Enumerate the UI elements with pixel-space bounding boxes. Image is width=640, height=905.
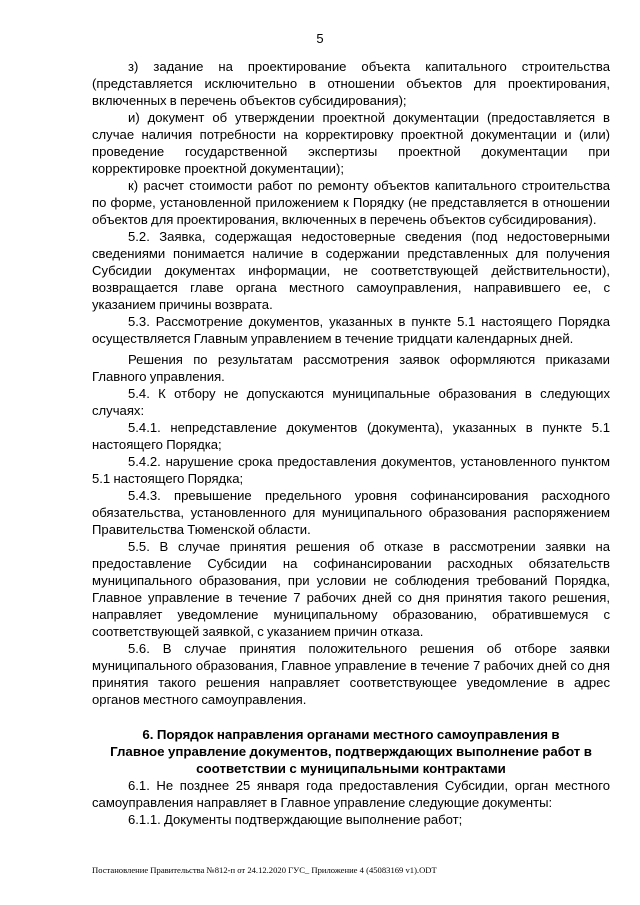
paragraph-i: и) документ об утверждении проектной документации (предоставляется в случае наличия потребности на корректировку проектной документации и (или) проведение государственной экспертизы проектной документации при корректировке проектной документации); xyxy=(92,110,610,176)
paragraph-5-4-3: 5.4.3. превышение предельного уровня софинансирования расходного обязательства, установленного для муниципального образования распоряжением Правительства Тюменской области. xyxy=(92,488,610,537)
document-footer: Постановление Правительства №812-п от 24.12.2020 ГУС_ Приложение 4 (45083169 v1).ODT xyxy=(92,865,437,875)
paragraph-5-4: 5.4. К отбору не допускаются муниципальные образования в следующих случаях: xyxy=(92,386,610,418)
paragraph-decisions: Решения по результатам рассмотрения заявок оформляются приказами Главного управления. xyxy=(92,352,610,384)
paragraph-z: з) задание на проектирование объекта капитального строительства (представляется исключительно в отношении объектов для проектирования, включенных в перечень объектов субсидирования); xyxy=(92,59,610,108)
paragraph-5-6: 5.6. В случае принятия положительного решения об отборе заявки муниципального образования, Главное управление в течение 7 рабочих дней со дня принятия такого решения направляет соответствующее уведомление в адрес органов местного самоуправления. xyxy=(92,641,610,707)
paragraph-6-1-1: 6.1.1. Документы подтверждающие выполнение работ; xyxy=(128,812,463,827)
section-6-heading xyxy=(92,726,610,777)
page-number: 5 xyxy=(316,31,324,46)
paragraph-5-2: 5.2. Заявка, содержащая недостоверные сведения (под недостоверными сведениями понимается наличие в содержании представленных для получения Субсидии документах информации, не соответствующей действительности), возвращается главе органа местного самоуправления, направившего ее, с указанием причины возврата. xyxy=(92,229,610,312)
paragraph-5-5: 5.5. В случае принятия решения об отказе в рассмотрении заявки на предоставление Субсидии на софинансировании расходных обязательств муниципального образования, при условии не соблюдения требований Порядка, Главное управление в течение 7 рабочих дней со дня принятия такого решения, направляет уведомление муниципальному образованию, обратившемуся с соответствующей заявкой, с указанием причин отказа. xyxy=(92,539,610,639)
paragraph-5-3: 5.3. Рассмотрение документов, указанных в пункте 5.1 настоящего Порядка осуществляется Главным управлением в течение тридцати календарных дней. xyxy=(92,314,610,346)
paragraph-5-4-2: 5.4.2. нарушение срока предоставления документов, установленного пунктом 5.1 настоящего Порядка; xyxy=(92,454,610,486)
section-6-heading-line: Главное управление документов, подтверждающих выполнение работ в xyxy=(110,744,592,759)
paragraph-6-1: 6.1. Не позднее 25 января года предоставления Субсидии, орган местного самоуправления направляет в Главное управление следующие документы: xyxy=(92,778,610,810)
paragraph-k: к) расчет стоимости работ по ремонту объектов капитального строительства по форме, установленной приложением к Порядку (не представляется в отношении объектов для проектирования, включенных в перечень объектов субсидирования). xyxy=(92,178,610,227)
document-body xyxy=(92,58,610,828)
paragraph-5-4-1: 5.4.1. непредставление документов (документа), указанных в пункте 5.1 настоящего Порядка; xyxy=(92,420,610,452)
section-6-heading-line: 6. Порядок направления органами местного самоуправления в xyxy=(142,727,560,742)
section-6-heading-line: соответствии с муниципальными контрактами xyxy=(196,761,506,776)
